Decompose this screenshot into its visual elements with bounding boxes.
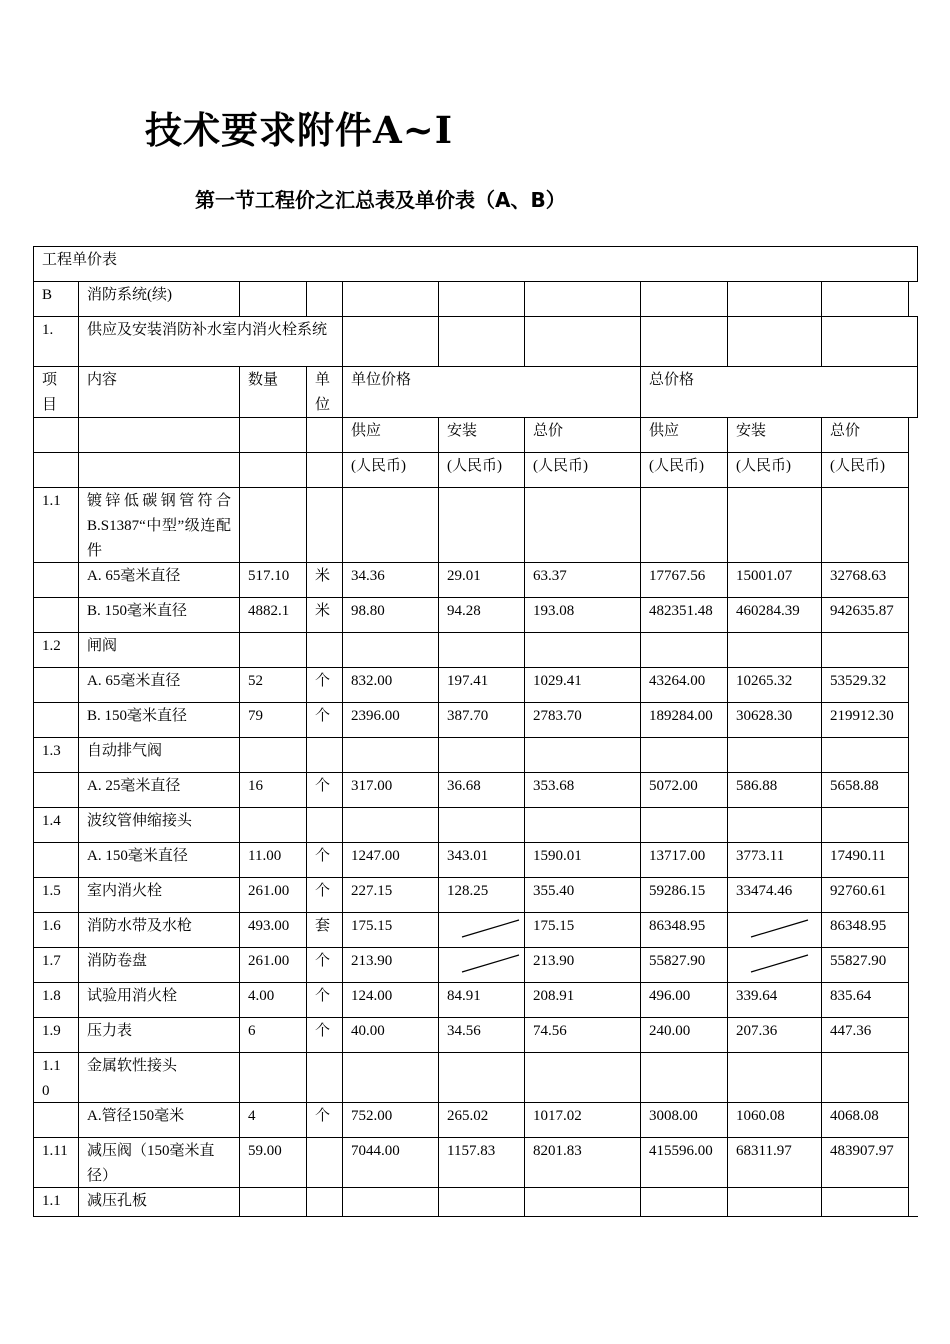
row-quantity: 59.00 (248, 1143, 282, 1159)
row-tp-supply: 415596.00 (649, 1143, 713, 1159)
row-tp-supply: 13717.00 (649, 848, 706, 864)
row-content: A. 65毫米直径 (87, 673, 181, 689)
header-up-install: 安装 (447, 423, 478, 439)
row-up-total: 1029.41 (533, 673, 582, 689)
row-tp-total: 483907.97 (830, 1143, 894, 1159)
section-code: B (42, 287, 53, 303)
currency-label: (人民币) (736, 458, 791, 474)
row-unit: 个 (315, 708, 331, 724)
row-unit: 米 (315, 568, 331, 584)
row-quantity: 261.00 (248, 953, 290, 969)
row-up-install: 94.28 (447, 603, 481, 619)
row-tp-total: 4068.08 (830, 1108, 879, 1124)
row-tp-supply: 189284.00 (649, 708, 713, 724)
empty-cell-slash (462, 920, 519, 937)
currency-label: (人民币) (533, 458, 588, 474)
row-tp-supply: 59286.15 (649, 883, 706, 899)
row-tp-supply: 496.00 (649, 988, 691, 1004)
row-up-install: 387.70 (447, 708, 489, 724)
currency-label: (人民币) (830, 458, 885, 474)
row-up-install: 265.02 (447, 1108, 489, 1124)
header-up-total: 总价 (533, 423, 564, 439)
currency-label: (人民币) (649, 458, 704, 474)
row-content: B. 150毫米直径 (87, 603, 188, 619)
row-item-no: 1.3 (42, 743, 61, 759)
header-item: 项目 (42, 372, 58, 413)
row-unit: 个 (315, 778, 331, 794)
row-quantity: 4.00 (248, 988, 275, 1004)
section-title: 第一节工程价之汇总表及单价表（A、B） (195, 188, 566, 212)
row-up-supply: 213.90 (351, 953, 393, 969)
row-up-supply: 2396.00 (351, 708, 400, 724)
row-tp-total: 92760.61 (830, 883, 887, 899)
table-caption: 工程单价表 (42, 252, 118, 268)
row-item-no: 1.11 (42, 1143, 68, 1159)
row-content: 减压孔板 (87, 1193, 148, 1209)
row-tp-install: 15001.07 (736, 568, 793, 584)
row-quantity: 11.00 (248, 848, 282, 864)
row-tp-supply: 5072.00 (649, 778, 698, 794)
row-tp-total: 55827.90 (830, 953, 887, 969)
row-tp-total: 447.36 (830, 1023, 872, 1039)
row-tp-install: 33474.46 (736, 883, 793, 899)
row-up-total: 2783.70 (533, 708, 582, 724)
row-tp-supply: 240.00 (649, 1023, 691, 1039)
subsection-name: 供应及安装消防补水室内消火栓系统 (87, 322, 328, 338)
row-up-supply: 175.15 (351, 918, 393, 934)
header-tp-total: 总价 (830, 423, 861, 439)
row-content: 压力表 (87, 1023, 133, 1039)
header-tp-supply: 供应 (649, 423, 680, 439)
empty-cell-slash (462, 955, 519, 972)
header-content: 内容 (87, 372, 118, 388)
row-up-total: 353.68 (533, 778, 575, 794)
row-item-no: 1.8 (42, 988, 61, 1004)
row-content: 减压阀（150毫米直径） (87, 1143, 215, 1184)
row-item-no: 1.10 (42, 1058, 61, 1099)
empty-cell-slash (751, 920, 808, 937)
row-unit: 套 (315, 918, 331, 934)
row-quantity: 4 (248, 1108, 256, 1124)
row-tp-total: 942635.87 (830, 603, 894, 619)
row-tp-supply: 3008.00 (649, 1108, 698, 1124)
row-tp-install: 10265.32 (736, 673, 793, 689)
row-quantity: 52 (248, 673, 263, 689)
row-content: A. 25毫米直径 (87, 778, 181, 794)
row-up-total: 1590.01 (533, 848, 582, 864)
header-up-supply: 供应 (351, 423, 382, 439)
row-up-total: 193.08 (533, 603, 575, 619)
header-quantity: 数量 (248, 372, 279, 388)
row-content: 消防卷盘 (87, 953, 148, 969)
document-title: 技术要求附件A~I (145, 108, 454, 152)
row-content: A. 65毫米直径 (87, 568, 181, 584)
row-up-total: 175.15 (533, 918, 575, 934)
row-content: 闸阀 (87, 638, 118, 654)
row-up-total: 355.40 (533, 883, 575, 899)
row-tp-total: 5658.88 (830, 778, 879, 794)
row-tp-total: 219912.30 (830, 708, 894, 724)
row-item-no: 1.5 (42, 883, 61, 899)
row-content: 试验用消火栓 (87, 988, 178, 1004)
row-quantity: 79 (248, 708, 263, 724)
row-up-total: 208.91 (533, 988, 575, 1004)
row-up-install: 34.56 (447, 1023, 481, 1039)
row-up-install: 343.01 (447, 848, 489, 864)
row-tp-total: 53529.32 (830, 673, 887, 689)
section-name: 消防系统(续) (87, 287, 172, 303)
row-tp-total: 17490.11 (830, 848, 886, 864)
row-tp-install: 68311.97 (736, 1143, 792, 1159)
row-content: 金属软性接头 (87, 1058, 178, 1074)
row-tp-total: 86348.95 (830, 918, 887, 934)
header-unit-price: 单位价格 (351, 372, 412, 388)
currency-label: (人民币) (351, 458, 406, 474)
row-unit: 个 (315, 883, 331, 899)
row-up-install: 29.01 (447, 568, 481, 584)
row-up-supply: 98.80 (351, 603, 385, 619)
row-tp-supply: 86348.95 (649, 918, 706, 934)
row-up-total: 74.56 (533, 1023, 567, 1039)
subsection-code: 1. (42, 322, 54, 338)
row-quantity: 493.00 (248, 918, 290, 934)
row-up-supply: 7044.00 (351, 1143, 400, 1159)
currency-label: (人民币) (447, 458, 502, 474)
row-quantity: 4882.1 (248, 603, 290, 619)
row-up-install: 197.41 (447, 673, 489, 689)
row-unit: 个 (315, 1023, 331, 1039)
row-unit: 米 (315, 603, 331, 619)
row-tp-total: 835.64 (830, 988, 872, 1004)
row-tp-install: 207.36 (736, 1023, 778, 1039)
row-up-total: 213.90 (533, 953, 575, 969)
row-up-install: 36.68 (447, 778, 481, 794)
row-content: 镀锌低碳钢管符合B.S1387“中型”级连配件 (87, 493, 231, 559)
row-tp-install: 30628.30 (736, 708, 793, 724)
row-tp-install: 586.88 (736, 778, 778, 794)
row-quantity: 261.00 (248, 883, 290, 899)
row-up-install: 128.25 (447, 883, 489, 899)
header-tp-install: 安装 (736, 423, 767, 439)
row-unit: 个 (315, 848, 331, 864)
row-unit: 个 (315, 1108, 331, 1124)
row-quantity: 517.10 (248, 568, 290, 584)
row-up-supply: 317.00 (351, 778, 393, 794)
row-up-supply: 752.00 (351, 1108, 393, 1124)
row-up-supply: 832.00 (351, 673, 393, 689)
row-content: 消防水带及水枪 (87, 918, 193, 934)
header-total-price: 总价格 (649, 372, 695, 388)
row-content: A. 150毫米直径 (87, 848, 188, 864)
row-up-supply: 40.00 (351, 1023, 385, 1039)
row-item-no: 1.1 (42, 1193, 61, 1209)
row-tp-install: 1060.08 (736, 1108, 785, 1124)
row-content: 波纹管伸缩接头 (87, 813, 193, 829)
row-up-supply: 227.15 (351, 883, 393, 899)
row-up-total: 8201.83 (533, 1143, 582, 1159)
row-tp-install: 460284.39 (736, 603, 800, 619)
row-content: A.管径150毫米 (87, 1108, 185, 1124)
row-item-no: 1.7 (42, 953, 61, 969)
row-up-supply: 1247.00 (351, 848, 400, 864)
row-tp-total: 32768.63 (830, 568, 887, 584)
row-tp-supply: 55827.90 (649, 953, 706, 969)
row-unit: 个 (315, 953, 331, 969)
row-item-no: 1.9 (42, 1023, 61, 1039)
row-content: 室内消火栓 (87, 883, 163, 899)
row-up-total: 63.37 (533, 568, 567, 584)
empty-cell-slash (751, 955, 808, 972)
row-quantity: 6 (248, 1023, 256, 1039)
row-up-install: 84.91 (447, 988, 481, 1004)
row-item-no: 1.1 (42, 493, 61, 509)
row-tp-supply: 482351.48 (649, 603, 713, 619)
row-quantity: 16 (248, 778, 263, 794)
row-up-total: 1017.02 (533, 1108, 582, 1124)
row-tp-install: 339.64 (736, 988, 778, 1004)
row-content: 自动排气阀 (87, 743, 163, 759)
row-item-no: 1.6 (42, 918, 61, 934)
row-up-supply: 34.36 (351, 568, 385, 584)
row-unit: 个 (315, 988, 331, 1004)
row-tp-supply: 17767.56 (649, 568, 706, 584)
row-item-no: 1.2 (42, 638, 61, 654)
row-content: B. 150毫米直径 (87, 708, 188, 724)
row-tp-supply: 43264.00 (649, 673, 706, 689)
row-up-supply: 124.00 (351, 988, 393, 1004)
row-tp-install: 3773.11 (736, 848, 785, 864)
row-up-install: 1157.83 (447, 1143, 496, 1159)
header-unit: 单位 (315, 372, 331, 413)
row-item-no: 1.4 (42, 813, 61, 829)
row-unit: 个 (315, 673, 331, 689)
